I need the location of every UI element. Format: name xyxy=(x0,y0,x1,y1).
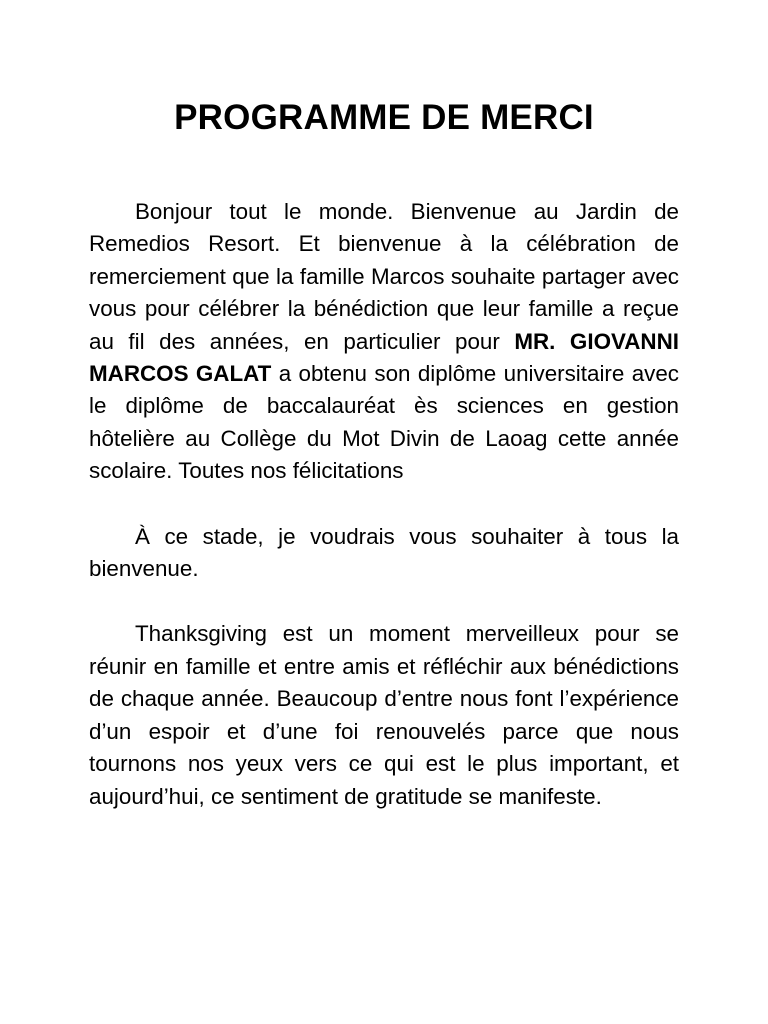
paragraph-welcome-text-end: a obtenu son diplôme universitaire avec le diplôme de baccalauréat ès sciences en gestion hôtelière au Collège du Mot Divin de Laoag cette année scolaire. Toutes nos félicitations xyxy=(89,361,679,484)
document-title: PROGRAMME DE MERCI xyxy=(174,98,594,137)
paragraph-welcome xyxy=(89,196,679,488)
paragraph-welcome-text-start: Bonjour tout le monde. Bienvenue au Jardin de Remedios Resort. Et bienvenue à la célébration de remerciement que la famille Marcos souhaite partager avec vous pour célébrer la bénédiction que leur famille a reçue au fil des années, en particulier pour xyxy=(89,199,679,354)
graduate-name: MR. GIOVANNI MARCOS GALAT xyxy=(89,328,679,387)
document-page xyxy=(89,96,679,813)
paragraph-greeting: À ce stade, je voudrais vous souhaiter à tous la bienvenue. xyxy=(89,523,679,582)
paragraph-thanksgiving: Thanksgiving est un moment merveilleux pour se réunir en famille et entre amis et réfléchir aux bénédictions de chaque année. Beaucoup d’entre nous font l’expérience d’un espoir et d’une foi renouvelés parce que nous tournons nos yeux vers ce qui est le plus important, et aujourd’hui, ce sentiment de gratitude se manifeste. xyxy=(89,621,679,809)
